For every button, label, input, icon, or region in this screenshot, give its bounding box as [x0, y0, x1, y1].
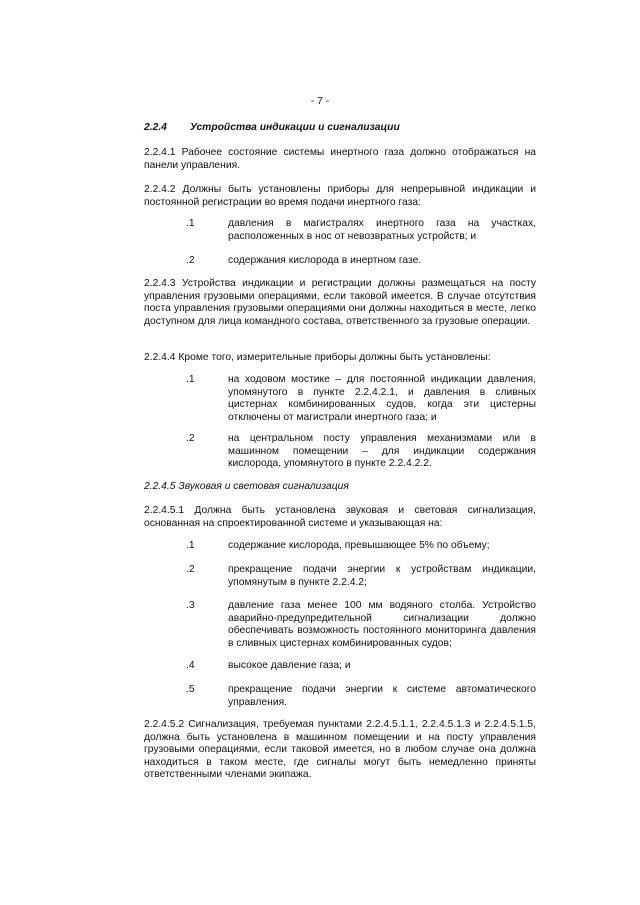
list-item-number: .1 — [186, 540, 195, 551]
list-item-text: высокое давление газа; и — [228, 660, 351, 671]
list-item-text: содержание кислорода, превышающее 5% по объему; — [228, 540, 490, 551]
paragraph-2-2-4-1 — [144, 147, 536, 172]
list-item-number: .2 — [186, 433, 195, 444]
sub-heading-number: 2.2.4.5 — [144, 481, 176, 492]
list-item-text: давление газа менее 100 мм водяного столба. Устройство аварийно-предупредительной сигнализации должно обеспечивать возможность постоянного мониторинга давления в сливных цистернах комбинированных судов; — [228, 600, 536, 649]
page-number: - 7 - — [310, 96, 330, 107]
paragraph-text: Сигнализация, требуемая пунктами 2.2.4.5.1.1, 2.2.4.5.1.3 и 2.2.4.5.1.5, должна быть установлена в машинном помещении и на посту управления грузовыми операциями, если таковой имеется, но в любом случае она должна находиться в таком месте, где сигналы могут быть немедленно приняты ответственными членами экипажа. — [144, 719, 536, 781]
paragraph-2-2-4-5-2 — [144, 719, 536, 782]
paragraph-text: Устройства индикации и регистрации должны размещаться на посту управления грузовыми операциями, если таковой имеется. В случае отсутствия поста управления грузовыми операциями они должны находиться в месте, легко доступном для лица командного состава, ответственного за грузовые операции. — [144, 278, 536, 327]
paragraph-2-2-4-2 — [144, 184, 536, 209]
list-item-text: прекращение подачи энергии к системе автоматического управления. — [228, 684, 536, 708]
list-item-text: прекращение подачи энергии к устройствам индикации, упомянутым в пункте 2.2.4.2; — [228, 564, 536, 588]
paragraph-number: 2.2.4.3 — [144, 278, 176, 289]
list-item-number: .3 — [186, 600, 195, 611]
list-item-text: содержания кислорода в инертном газе. — [228, 255, 422, 266]
paragraph-2-2-4-5-1 — [144, 505, 536, 530]
list-item-number: .1 — [186, 218, 195, 229]
section-heading — [144, 122, 400, 135]
section-heading-number: 2.2.4 — [144, 122, 167, 133]
paragraph-2-2-4-4 — [144, 352, 536, 365]
list-item-number: .4 — [186, 660, 195, 671]
paragraph-number: 2.2.4.2 — [144, 184, 176, 195]
paragraph-text: Должны быть установлены приборы для непрерывной индикации и постоянной регистрации во время подачи инертного газа: — [144, 184, 536, 208]
sub-heading — [144, 481, 349, 494]
list-item-text: на ходовом мостике – для постоянной индикации давления, упомянутого в пункте 2.2.4.2.1, и давления в сливных цистернах комбинированных судов, когда эти цистерны отключены от магистрали инертного газа; и — [228, 374, 536, 423]
section-heading-title: Устройства индикации и сигнализации — [190, 122, 400, 133]
paragraph-text: Рабочее состояние системы инертного газа должно отображаться на панели управления. — [144, 147, 536, 171]
paragraph-number: 2.2.4.5.2 — [144, 719, 185, 730]
paragraph-2-2-4-3 — [144, 278, 536, 328]
list-item-number: .2 — [186, 255, 195, 266]
list-item-number: .1 — [186, 374, 195, 385]
paragraph-number: 2.2.4.4 — [144, 352, 176, 363]
list-item-text: на центральном посту управления механизмами или в машинном помещении – для индикации содержания кислорода, упомянутого в пункте 2.2.4.2.2. — [228, 433, 536, 470]
list-item-text: давления в магистралях инертного газа на участках, расположенных в нос от невозвратных устройств; и — [228, 218, 536, 242]
sub-heading-title: Звуковая и световая сигнализация — [178, 481, 349, 492]
list-item-number: .5 — [186, 684, 195, 695]
paragraph-number: 2.2.4.1 — [144, 147, 176, 158]
paragraph-text: Должна быть установлена звуковая и световая сигнализация, основанная на спроектированной системе и указывающая на: — [144, 505, 536, 529]
paragraph-text: Кроме того, измерительные приборы должны быть установлены: — [178, 352, 491, 363]
list-item-number: .2 — [186, 564, 195, 575]
paragraph-number: 2.2.4.5.1 — [144, 505, 185, 516]
